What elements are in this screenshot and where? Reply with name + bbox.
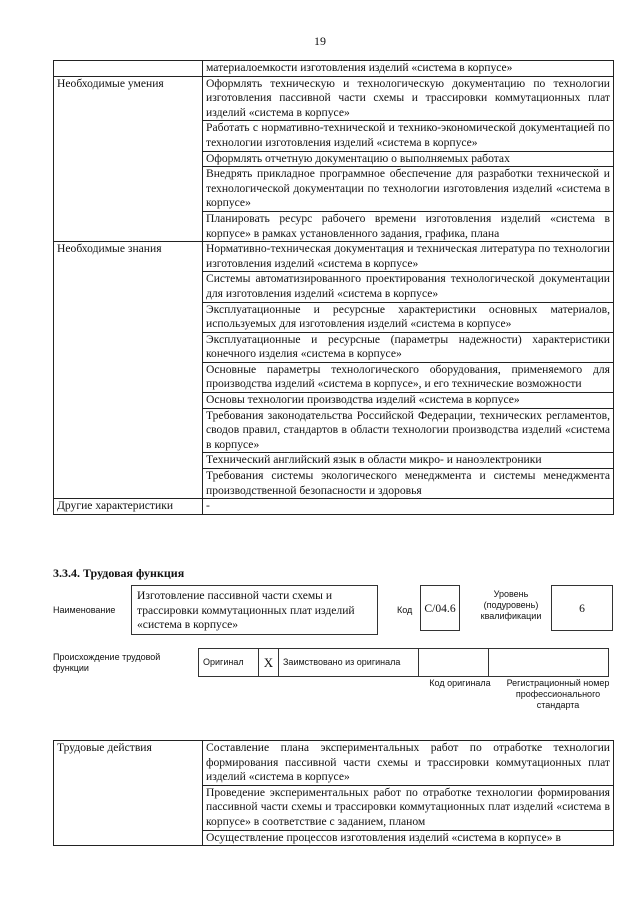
- row-value: Технический английский язык в области микро- и наноэлектроники: [203, 453, 614, 469]
- row-value: Планировать ресурс рабочего времени изготовления изделий «система в корпусе» в рамках установленного задания, графика, плана: [203, 211, 614, 241]
- requirements-table: [53, 60, 614, 515]
- row-value: Оформлять техническую и технологическую документацию по технологии изготовления пассивной части схемы и трассировки коммутационных плат изделий «система в корпусе»: [203, 76, 614, 121]
- row-value: Составление плана экспериментальных работ по отработке технологии формирования пассивной части схемы и трассировки коммутационных плат изделий «система в корпусе»: [203, 741, 614, 786]
- table-row: [54, 61, 614, 77]
- row-value: Системы автоматизированного проектирования технологической документации для изготовления изделий «система в корпусе»: [203, 272, 614, 302]
- naming-label: Наименование: [53, 605, 116, 615]
- reg-number-caption: Регистрационный номер профессионального стандарта: [506, 678, 610, 710]
- row-value: Основы технологии производства изделий «система в корпусе»: [203, 393, 614, 409]
- table-row: [54, 741, 614, 786]
- row-value: Эксплуатационные и ресурсные (параметры надежности) характеристики конечного изделия «система в корпусе»: [203, 332, 614, 362]
- page-number: 19: [314, 34, 326, 48]
- actions-table: [53, 740, 614, 846]
- row-label-knowledge: Необходимые знания: [54, 242, 203, 499]
- original-label: Оригинал: [199, 649, 259, 677]
- code-value-box: C/04.6: [420, 585, 460, 631]
- row-value: Требования системы экологического менеджмента и системы менеджмента производственной безопасности и здоровья: [203, 469, 614, 499]
- borrowed-label: Заимствовано из оригинала: [279, 649, 419, 677]
- row-value: Осуществление процессов изготовления изделий «система в корпусе» в: [203, 830, 614, 846]
- table-row: [54, 242, 614, 272]
- row-value: Внедрять прикладное программное обеспечение для разработки технической и технологической документации по технологии изготовления изделий «система в корпусе»: [203, 167, 614, 212]
- row-label-other: Другие характеристики: [54, 499, 203, 515]
- table-row: [54, 499, 614, 515]
- level-label: Уровень (подуровень) квалификации: [480, 589, 542, 621]
- row-label: [54, 61, 203, 77]
- row-value: Оформлять отчетную документацию о выполняемых работах: [203, 151, 614, 167]
- row-value: Нормативно-техническая документация и техническая литература по технологии изготовления изделий «система в корпусе»: [203, 242, 614, 272]
- row-label-actions: Трудовые действия: [54, 741, 203, 846]
- original-mark: X: [259, 649, 279, 677]
- origin-table: [198, 648, 609, 677]
- row-value: Требования законодательства Российской Федерации, технических регламентов, сводов правил, стандартов в области технологии производства изделий «система в корпусе»: [203, 408, 614, 453]
- row-value: Основные параметры технологического оборудования, применяемого для производства изделий «система в корпусе», и его технические возможности: [203, 362, 614, 392]
- row-value: Эксплуатационные и ресурсные характеристики основных материалов, используемых для изготовления изделий «система в корпусе»: [203, 302, 614, 332]
- row-value: Работать с нормативно-технической и технико-экономической документацией по технологии изготовления изделий «система в корпусе»: [203, 121, 614, 151]
- kod-original-cell: [419, 649, 489, 677]
- table-row: [54, 76, 614, 121]
- reg-number-cell: [489, 649, 609, 677]
- origin-label: Происхождение трудовой функции: [53, 652, 161, 673]
- section-heading: 3.3.4. Трудовая функция: [53, 566, 185, 580]
- row-value: материалоемкости изготовления изделий «система в корпусе»: [203, 61, 614, 77]
- level-value-box: 6: [551, 585, 613, 631]
- code-label: Код: [397, 605, 413, 615]
- row-value: Проведение экспериментальных работ по отработке технологии формирования пассивной части схемы и трассировки коммутационных плат изделий «система в корпусе» в соответствие с заданием, планом: [203, 785, 614, 830]
- row-value: -: [203, 499, 614, 515]
- row-label-skills: Необходимые умения: [54, 76, 203, 242]
- kod-original-caption: Код оригинала: [429, 678, 491, 688]
- function-name-box: Изготовление пассивной части схемы и трассировки коммутационных плат изделий «система в корпусе»: [131, 585, 378, 635]
